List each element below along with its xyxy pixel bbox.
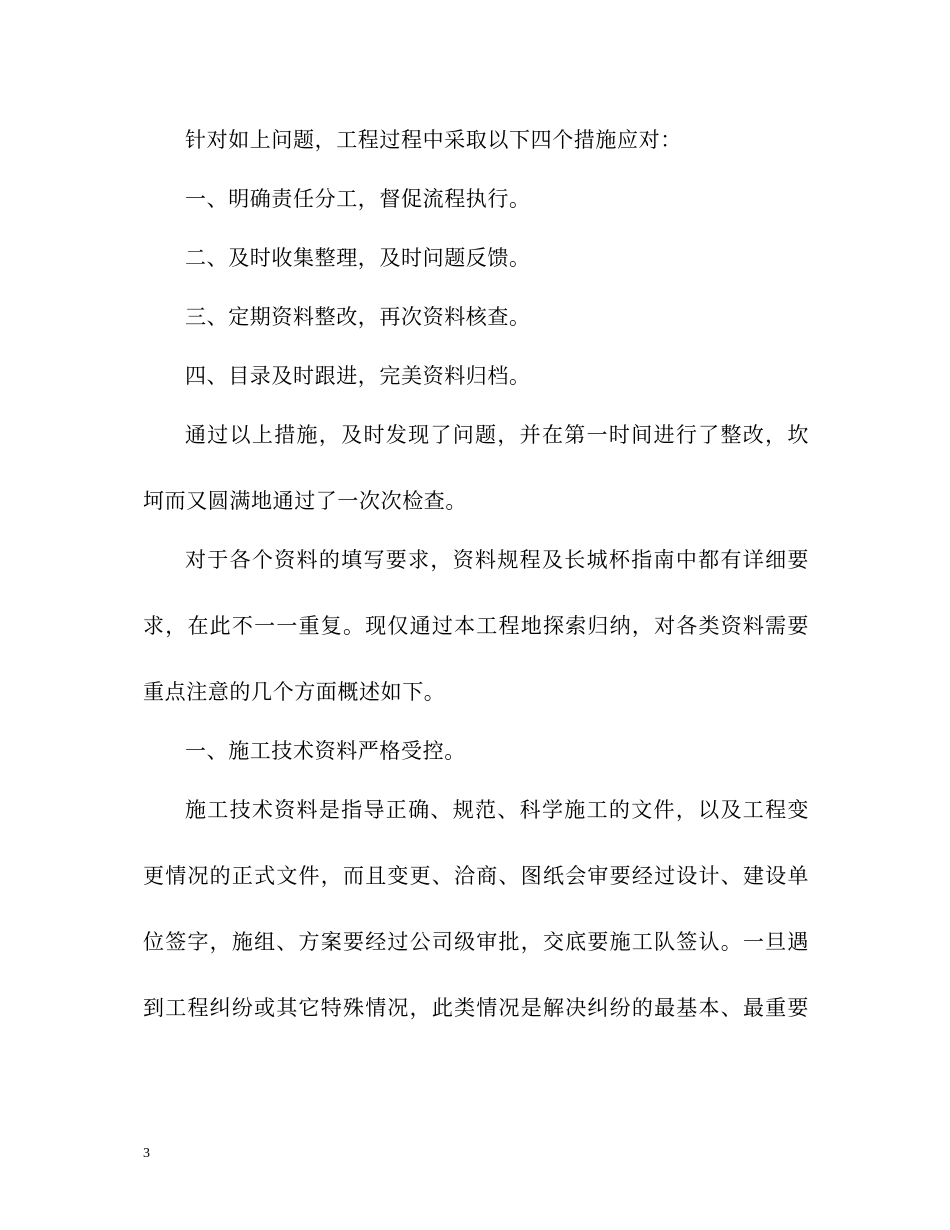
paragraph-line: 二、及时收集整理，及时问题反馈。 (185, 246, 531, 270)
paragraph-line: 位签字，施组、方案要经过公司级审批，交底要施工队签认。一旦遇 (143, 930, 809, 954)
paragraph-line: 到工程纠纷或其它特殊情况，此类情况是解决纠纷的最基本、最重要 (143, 996, 809, 1020)
body-text (143, 126, 809, 1023)
paragraph-line: 三、定期资料整改，再次资料核查。 (185, 305, 531, 329)
paragraph-line: 更情况的正式文件，而且变更、洽商、图纸会审要经过设计、建设单 (143, 864, 809, 888)
paragraph-line: 求，在此不一一重复。现仅通过本工程地探索归纳，对各类资料需要 (143, 614, 809, 638)
paragraph-line: 通过以上措施，及时发现了问题，并在第一时间进行了整改，坎 (185, 423, 809, 447)
paragraph-line: 对于各个资料的填写要求，资料规程及长城杯指南中都有详细要 (185, 548, 809, 572)
paragraph-line: 一、施工技术资料严格受控。 (185, 739, 466, 763)
paragraph-line: 重点注意的几个方面概述如下。 (143, 680, 446, 704)
paragraph-line: 针对如上问题，工程过程中采取以下四个措施应对： (185, 128, 682, 152)
paragraph-line: 坷而又圆满地通过了一次次检查。 (143, 489, 467, 513)
page-number: 3 (143, 1146, 150, 1161)
paragraph-line: 施工技术资料是指导正确、规范、科学施工的文件，以及工程变 (185, 798, 809, 822)
paragraph-line: 四、目录及时跟进，完美资料归档。 (185, 364, 531, 388)
paragraph-line: 一、明确责任分工，督促流程执行。 (185, 187, 531, 211)
